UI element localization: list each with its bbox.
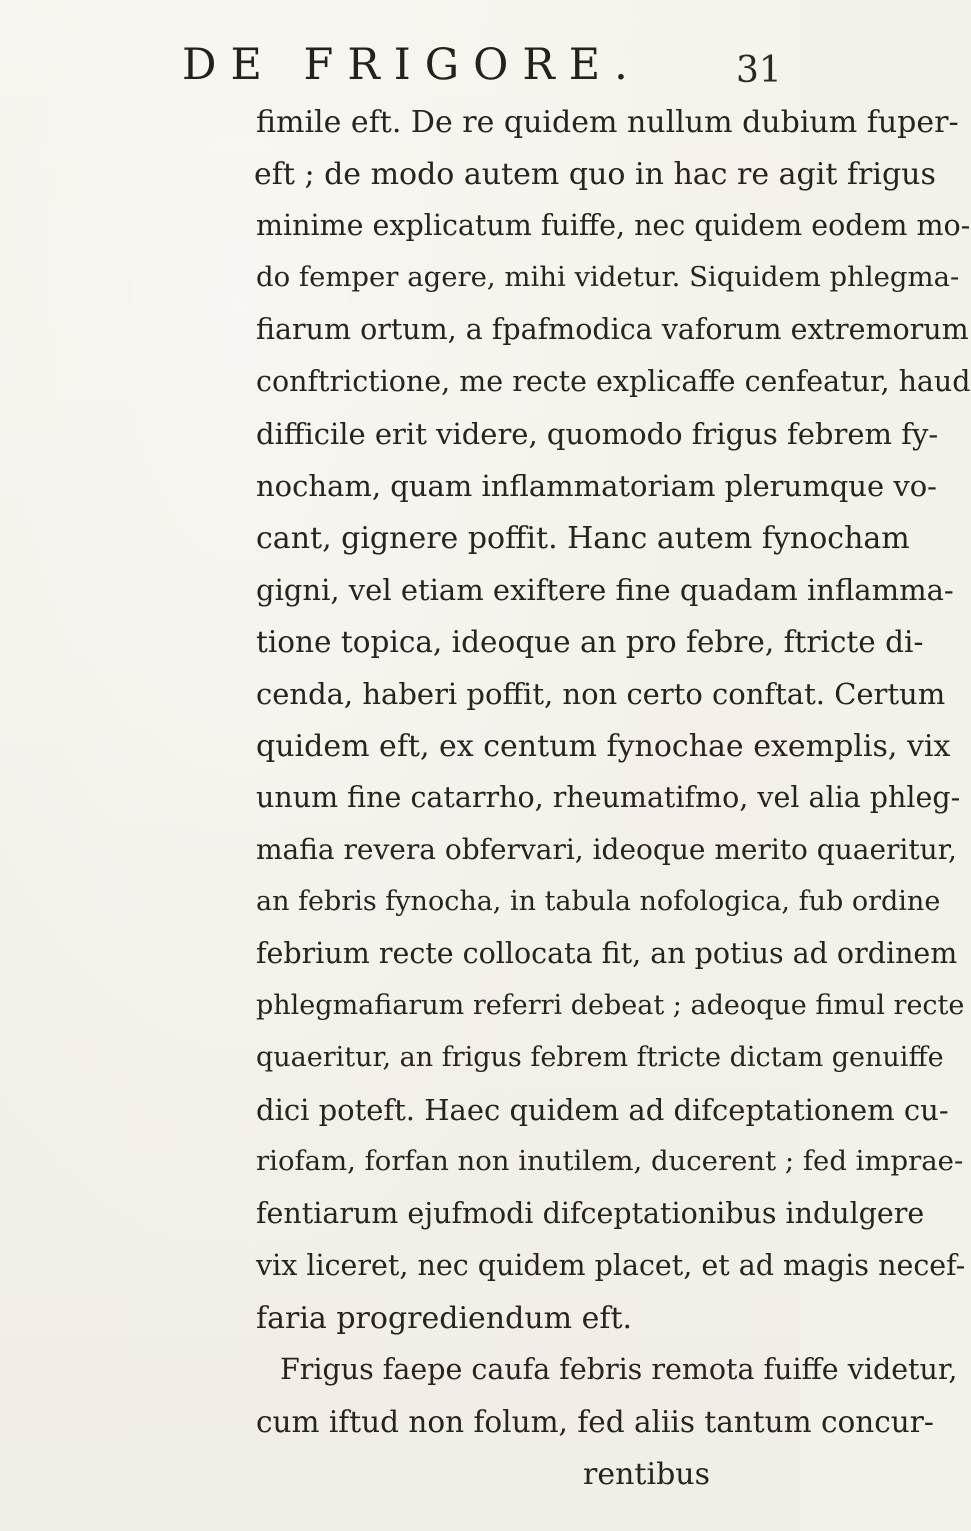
text-line: dici poteft. Haec quidem ad difceptationem cu- xyxy=(256,1093,949,1127)
text-line: faria progrediendum eft. xyxy=(256,1301,633,1336)
page-number: 31 xyxy=(736,50,782,91)
text-line: minime explicatum fuiffe, nec quidem eodem mo- xyxy=(256,209,971,242)
text-line: fimile eft. De re quidem nullum dubium fuper- xyxy=(256,105,959,140)
text-line: gigni, vel etiam exiftere fine quadam inflamma- xyxy=(256,573,954,607)
text-line: fiarum ortum, a fpafmodica vaforum extremorum xyxy=(256,313,969,346)
text-line: Frigus faepe caufa febris remota fuiffe videtur, xyxy=(280,1353,958,1386)
text-line: an febris fynocha, in tabula nofologica, fub ordine xyxy=(256,886,941,917)
text-line: nocham, quam inflammatoriam plerumque vo- xyxy=(256,469,937,503)
text-line: tione topica, ideoque an pro febre, ftricte di- xyxy=(256,625,924,659)
text-line: vix liceret, nec quidem placet, et ad magis necef- xyxy=(256,1249,966,1282)
text-line: riofam, forfan non inutilem, ducerent ; fed imprae- xyxy=(256,1145,964,1177)
text-line: phlegmafiarum referri debeat ; adeoque fimul recte xyxy=(256,990,965,1021)
text-line: febrium recte collocata fit, an potius ad ordinem xyxy=(256,937,958,970)
text-line: mafia revera obfervari, ideoque merito quaeritur, xyxy=(256,833,957,866)
text-line: do femper agere, mihi videtur. Siquidem phlegma- xyxy=(256,261,960,293)
running-head-title: DE FRIGORE. xyxy=(182,40,642,90)
text-line: unum fine catarrho, rheumatifmo, vel alia phleg- xyxy=(256,781,961,814)
text-line: cant, gignere poffit. Hanc autem fynocham xyxy=(256,521,910,556)
text-line: quidem eft, ex centum fynochae exemplis, vix xyxy=(256,729,951,764)
text-line: cum iftud non folum, fed aliis tantum concur- xyxy=(256,1405,934,1439)
text-line: quaeritur, an frigus febrem ftricte dictam genuiffe xyxy=(256,1042,944,1073)
catchword: rentibus xyxy=(583,1457,710,1492)
text-line: eft ; de modo autem quo in hac re agit frigus xyxy=(254,157,936,192)
text-line: fentiarum ejufmodi difceptationibus indulgere xyxy=(256,1197,925,1230)
text-line: cenda, haberi poffit, non certo conftat. Certum xyxy=(256,677,946,711)
text-line: conftrictione, me recte explicaffe cenfeatur, haud xyxy=(256,365,971,398)
text-line: difficile erit videre, quomodo frigus febrem fy- xyxy=(256,417,939,451)
